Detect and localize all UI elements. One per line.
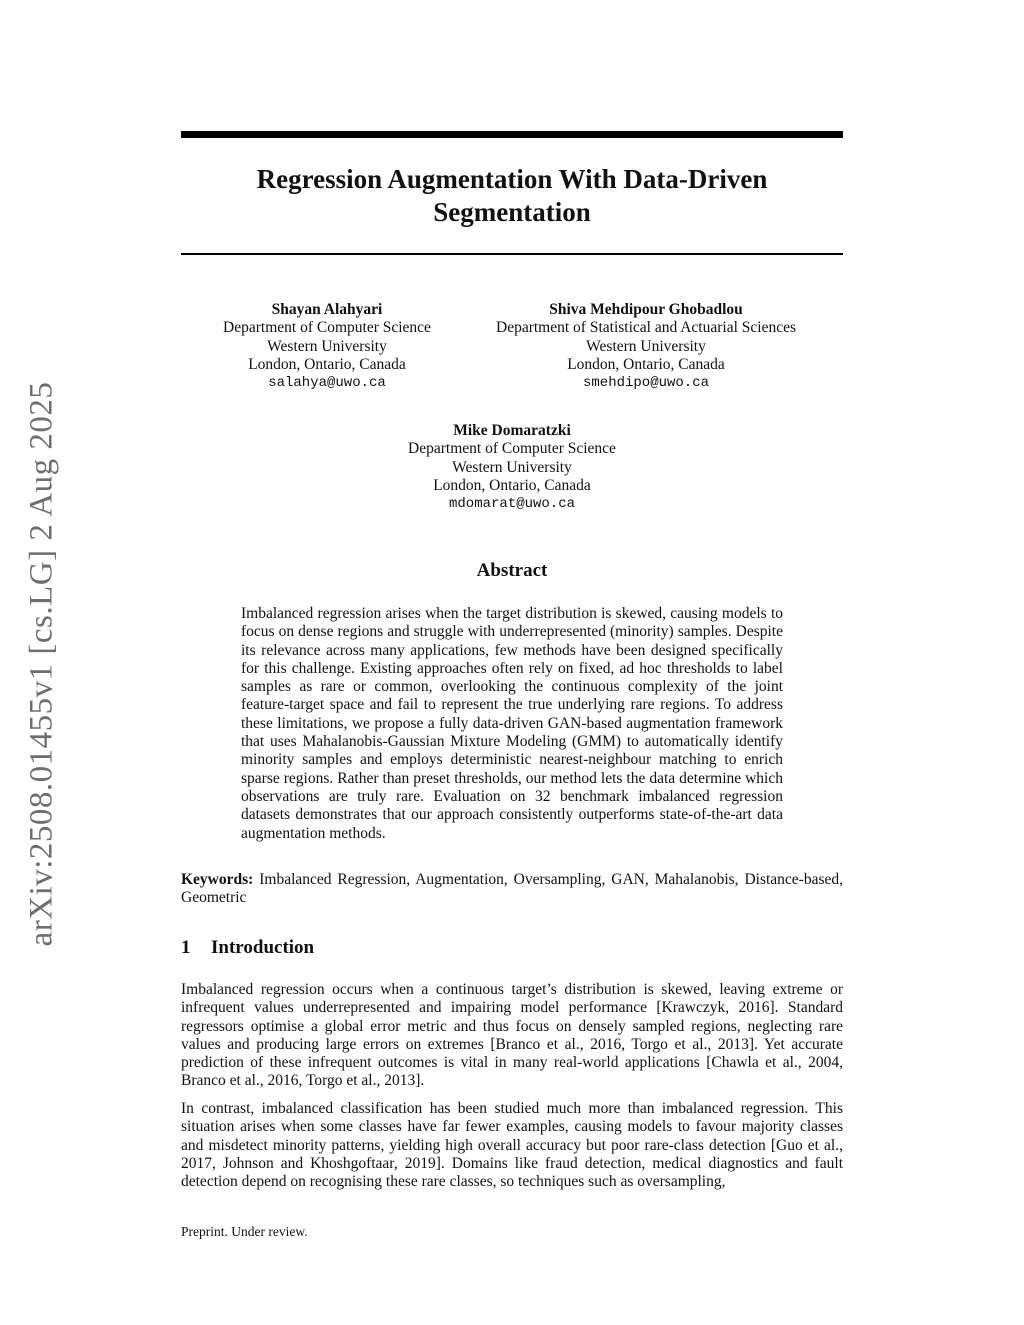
section-number: 1 [181,937,191,958]
author-location: London, Ontario, Canada [567,355,725,373]
author-email: smehdipo@uwo.ca [582,375,710,392]
author-email: mdomarat@uwo.ca [448,496,576,513]
intro-paragraph-2: In contrast, imbalanced classification has been studied much more than imbalanced regression. This situation arises when some classes have far fewer examples, causing models to favour majority classes and misdetect minority patterns, yielding high overall accuracy but poor rare-class detection [Guo et al., 2017, Johnson and Khoshgoftaar, 2019]. Domains like fraud detection, medical diagnostics and fault detection depend on recognising these rare classes, so techniques such as oversampling, [181,1100,843,1191]
author-university: Western University [267,337,387,355]
author-department: Department of Computer Science [223,319,431,337]
author-university: Western University [586,337,706,355]
author-block-2 [471,301,821,392]
author-block-1 [187,301,467,392]
title-bottom-rule [181,253,843,255]
paper-title: Regression Augmentation With Data-Driven Segmentation [256,164,768,227]
author-location: London, Ontario, Canada [433,476,591,494]
author-department: Department of Statistical and Actuarial Sciences [496,319,796,337]
author-university: Western University [452,458,572,476]
author-block-3 [362,422,662,513]
keywords-list: Imbalanced Regression, Augmentation, Oversampling, GAN, Mahalanobis, Distance-based, Geometric [181,871,844,907]
author-name: Shayan Alahyari [271,301,383,318]
author-name: Mike Domaratzki [453,422,571,439]
author-email: salahya@uwo.ca [268,375,386,392]
footer-note: Preprint. Under review. [181,1224,308,1239]
author-name: Shiva Mehdipour Ghobadlou [549,301,743,318]
section-title: Introduction [211,937,315,958]
author-location: London, Ontario, Canada [248,355,406,373]
keywords [181,871,843,908]
abstract-heading: Abstract [476,560,548,581]
title-top-rule [181,131,843,138]
section-heading [181,937,314,959]
abstract-text: Imbalanced regression arises when the target distribution is skewed, causing models to focus on dense regions and struggle with underrepresented (minority) samples. Despite its relevance across many applications, few methods have been designed specifically for this challenge. Existing approaches often rely on fixed, ad hoc thresholds to label samples as rare or common, overlooking the continuous complexity of the joint feature-target space and fail to represent the true underlying rare regions. To address these limitations, we propose a fully data-driven GAN-based augmentation framework that uses Mahalanobis-Gaussian Mixture Modeling (GMM) to automatically identify minority samples and employs deterministic nearest-neighbour matching to enrich sparse regions. Rather than preset thresholds, our method lets the data determine which observations are truly rare. Evaluation on 32 benchmark imbalanced regression datasets demonstrates that our approach consistently outperforms state-of-the-art data augmentation methods. [241,605,783,842]
intro-paragraph-1: Imbalanced regression occurs when a continuous target’s distribution is skewed, leaving extreme or infrequent values underrepresented and impairing model performance [Krawczyk, 2016]. Standard regressors optimise a global error metric and thus focus on densely sampled regions, neglecting rare values and producing large errors on extremes [Branco et al., 2016, Torgo et al., 2013]. Yet accurate prediction of these infrequent outcomes is vital in many real-world applications [Chawla et al., 2004, Branco et al., 2016, Torgo et al., 2013]. [181,981,843,1090]
author-department: Department of Computer Science [408,440,616,458]
keywords-label: Keywords: [181,871,254,888]
arxiv-identifier: arXiv:2508.01455v1 [cs.LG] 2 Aug 2025 [23,381,60,947]
